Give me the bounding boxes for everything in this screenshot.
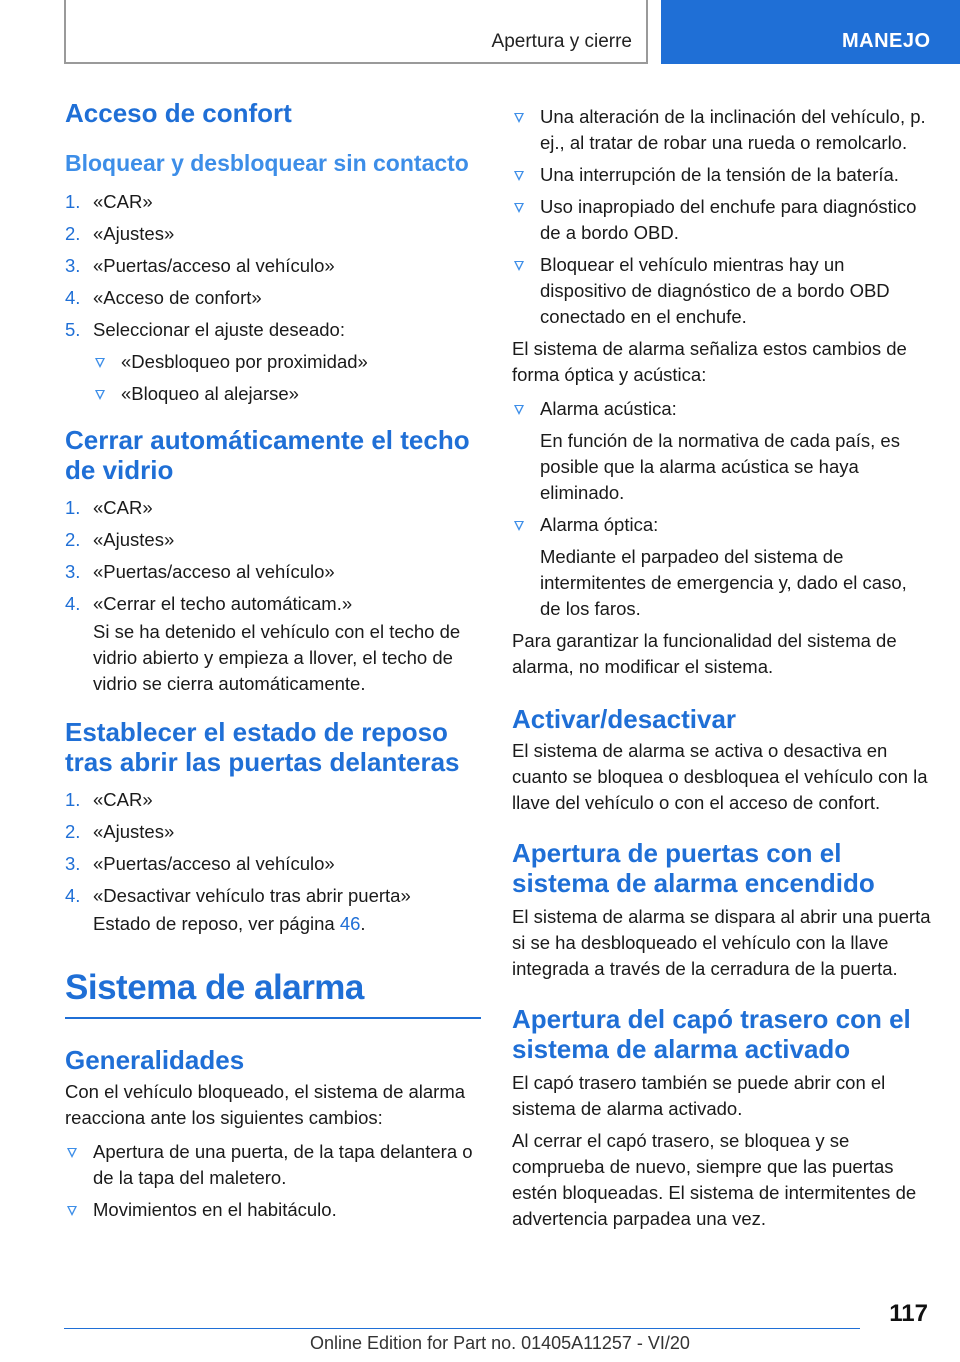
tailgate-text-2: Al cerrar el capó trasero, se bloquea y se comprueba de nuevo, siempre que las puertas estén bloqueadas. El sistema de intermitentes de advertencia parpadea una vez.	[512, 1130, 917, 1229]
activate-text: El sistema de alarma se activa o desactiva en cuanto se bloquea o desbloquea el vehículo con la llave del vehículo o con el acceso de confort.	[512, 740, 928, 813]
alarm-changes-left	[65, 1139, 481, 1223]
list-item: Alarma acústica: En función de la normativa de cada país, es posible que la alarma acústica se haya eliminado.	[512, 396, 932, 506]
list-item: Uso inapropiado del enchufe para diagnóstico de a bordo OBD.	[512, 194, 932, 246]
idle-note: Estado de reposo, ver página 46.	[93, 913, 366, 934]
general-text: Con el vehículo bloqueado, el sistema de alarma reacciona ante los siguientes cambios:	[65, 1081, 466, 1128]
triangle-bullet-icon	[514, 261, 524, 271]
tailgate-text-1: El capó trasero también se puede abrir con el sistema de alarma activado.	[512, 1072, 886, 1119]
list-item: 2. «Ajustes»	[65, 529, 175, 550]
left-column	[65, 98, 481, 1229]
triangle-bullet-icon	[514, 405, 524, 415]
footer-divider	[64, 1328, 860, 1329]
list-item: Movimientos en el habitáculo.	[65, 1197, 481, 1223]
header-section-box	[64, 0, 648, 64]
heading-activate: Activar/desactivar	[512, 704, 737, 734]
triangle-bullet-icon	[514, 113, 524, 123]
acoustic-text: En función de la normativa de cada país, es posible que la alarma acústica se haya eliminado.	[540, 430, 900, 503]
triangle-bullet-icon	[95, 358, 105, 368]
alarm-types	[512, 396, 932, 622]
list-item: 3. «Puertas/acceso al vehículo»	[65, 561, 335, 582]
guarantee-text: Para garantizar la funcionalidad del sistema de alarma, no modificar el sistema.	[512, 630, 897, 677]
list-item: 2. «Ajustes»	[65, 223, 175, 244]
heading-roof: Cerrar automáticamente el techo de vidrio	[65, 425, 470, 485]
heading-idle-state: Establecer el estado de reposo tras abrir las puertas delanteras	[65, 717, 460, 777]
list-item: 1. «CAR»	[65, 789, 153, 810]
divider	[65, 1017, 481, 1019]
alarm-changes-right	[512, 104, 932, 330]
list-item: «Bloqueo al alejarse»	[93, 381, 481, 407]
list-item: 5. Seleccionar el ajuste deseado: «Desbloqueo por proximidad» «Bloqueo al alejarse»	[65, 317, 481, 407]
triangle-bullet-icon	[514, 521, 524, 531]
signal-text: El sistema de alarma señaliza estos cambios de forma óptica y acústica:	[512, 338, 907, 385]
header-chapter-tab: MANEJO	[661, 0, 960, 64]
right-column	[512, 98, 932, 1232]
list-item: Una alteración de la inclinación del vehículo, p. ej., al tratar de robar una rueda o remolcarlo.	[512, 104, 932, 156]
roof-note: Si se ha detenido el vehículo con el techo de vidrio abierto y empieza a llover, el techo de vidrio se cierra automáticamente.	[93, 621, 461, 694]
triangle-bullet-icon	[67, 1148, 77, 1158]
roof-steps	[65, 495, 481, 697]
list-item: 4. «Acceso de confort»	[65, 287, 262, 308]
list-item: 1. «CAR»	[65, 497, 153, 518]
list-item: 4. «Desactivar vehículo tras abrir puerta» Estado de reposo, ver página 46.	[65, 883, 481, 937]
list-item: Bloquear el vehículo mientras hay un dispositivo de diagnóstico de a bordo OBD conectado en el enchufe.	[512, 252, 932, 330]
list-item: Alarma óptica: Mediante el parpadeo del sistema de intermitentes de emergencia y, dado el caso, de los faros.	[512, 512, 932, 622]
page-link-46[interactable]: 46	[339, 913, 361, 934]
list-item: Una interrupción de la tensión de la batería.	[512, 162, 932, 188]
page-number: 117	[889, 1300, 928, 1327]
idle-steps	[65, 787, 481, 937]
heading-doors-alarm: Apertura de puertas con el sistema de alarma encendido	[512, 838, 875, 898]
triangle-bullet-icon	[514, 203, 524, 213]
list-item: 3. «Puertas/acceso al vehículo»	[65, 255, 335, 276]
heading-keyless: Bloquear y desbloquear sin contacto	[65, 150, 469, 176]
list-item: 2. «Ajustes»	[65, 821, 175, 842]
triangle-bullet-icon	[95, 390, 105, 400]
heading-general: Generalidades	[65, 1045, 245, 1075]
doors-text: El sistema de alarma se dispara al abrir una puerta si se ha desbloqueado el vehículo con la llave integrada a través de la cerradura de la puerta.	[512, 906, 931, 979]
triangle-bullet-icon	[514, 171, 524, 181]
list-item: «Desbloqueo por proximidad»	[93, 349, 481, 375]
keyless-options	[93, 349, 481, 407]
list-item: 3. «Puertas/acceso al vehículo»	[65, 853, 335, 874]
list-item: Apertura de una puerta, de la tapa delantera o de la tapa del maletero.	[65, 1139, 481, 1191]
heading-comfort-access: Acceso de confort	[65, 98, 292, 128]
optical-text: Mediante el parpadeo del sistema de intermitentes de emergencia y, dado el caso, de los faros.	[540, 546, 907, 619]
header-section-title: Apertura y cierre	[491, 31, 632, 52]
footer-edition: Online Edition for Part no. 01405A11257 - VI/20	[310, 1333, 690, 1353]
triangle-bullet-icon	[67, 1206, 77, 1216]
keyless-steps	[65, 189, 481, 407]
heading-tailgate-alarm: Apertura del capó trasero con el sistema de alarma activado	[512, 1004, 911, 1064]
heading-alarm-system: Sistema de alarma	[65, 968, 364, 1007]
list-item: 4. «Cerrar el techo automáticam.» Si se ha detenido el vehículo con el techo de vidrio abierto y empieza a llover, el techo de vidrio se cierra automáticamente.	[65, 591, 481, 697]
list-item: 1. «CAR»	[65, 191, 153, 212]
